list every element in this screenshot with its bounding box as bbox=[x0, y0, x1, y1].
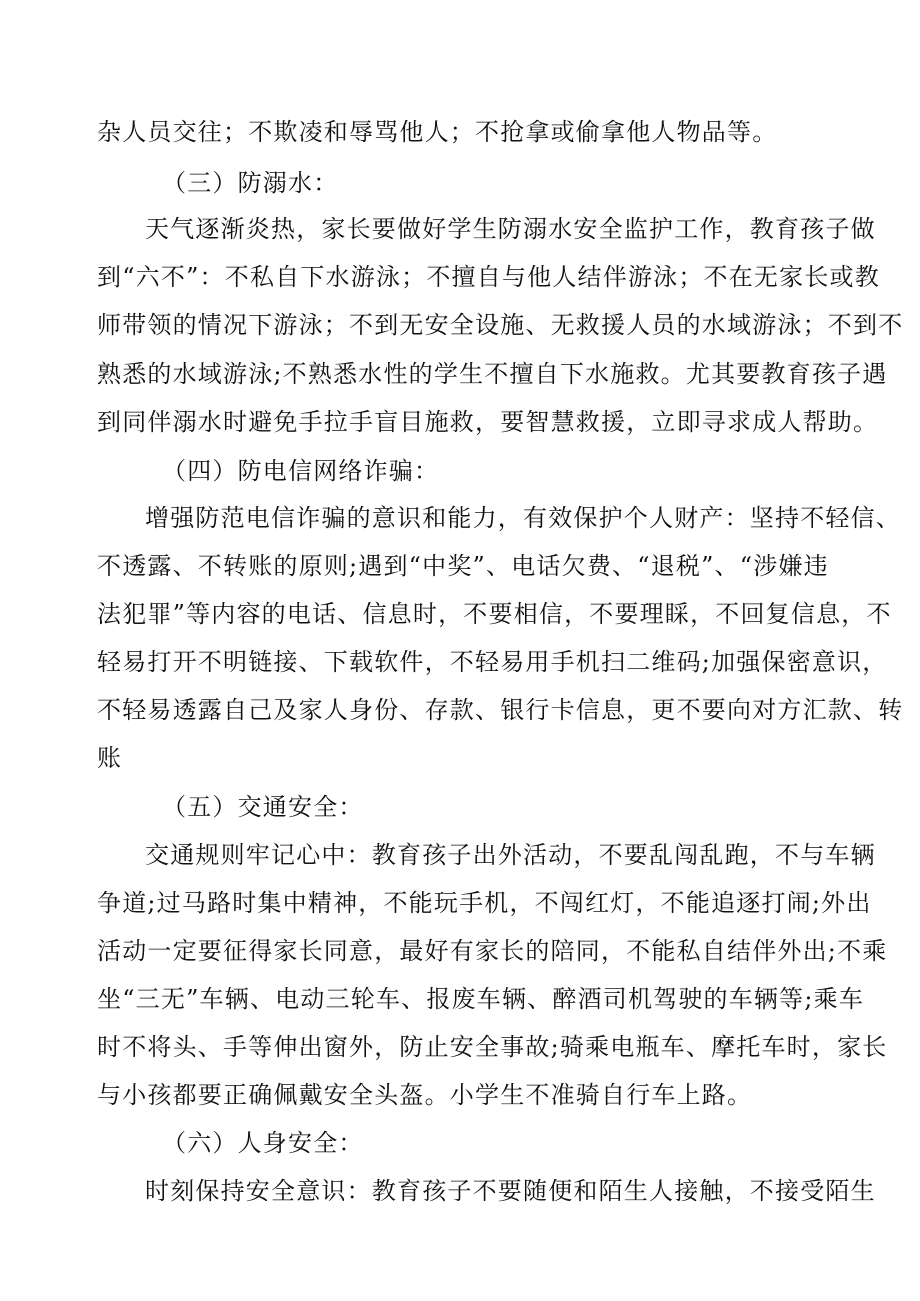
paragraph-line: 天气逐渐炎热，家长要做好学生防溺水安全监护工作，教育孩子做 bbox=[145, 215, 876, 243]
section-heading-personal-safety: （六）人身安全： bbox=[162, 1129, 364, 1157]
paragraph-line: 不透露、不转账的原则;遇到“中奖”、电话欠费、“退税”、“涉嫌违 bbox=[97, 552, 829, 580]
paragraph-line: 争道;过马路时集中精神，不能玩手机，不闯红灯，不能追逐打闹;外出 bbox=[97, 889, 872, 917]
paragraph-line: 增强防范电信诈骗的意识和能力，有效保护个人财产：坚持不轻信、 bbox=[145, 504, 901, 532]
section-heading-fraud: （四）防电信网络诈骗： bbox=[162, 457, 440, 485]
paragraph-line: 熟悉的水域游泳;不熟悉水性的学生不擅自下水施救。尤其要教育孩子遇 bbox=[97, 360, 888, 388]
paragraph-continuation: 杂人员交往；不欺凌和辱骂他人；不抢拿或偷拿他人物品等。 bbox=[97, 118, 778, 146]
paragraph-line: 不轻易透露自己及家人身份、存款、银行卡信息，更不要向对方汇款、转 bbox=[97, 696, 904, 724]
section-heading-drowning: （三）防溺水： bbox=[162, 169, 339, 197]
paragraph-line: 活动一定要征得家长同意，最好有家长的陪同，不能私自结伴外出;不乘 bbox=[97, 937, 888, 965]
paragraph-line: 到同伴溺水时避免手拉手盲目施救，要智慧救援，立即寻求成人帮助。 bbox=[97, 408, 879, 436]
paragraph-line: 与小孩都要正确佩戴安全头盔。小学生不准骑自行车上路。 bbox=[97, 1081, 753, 1109]
section-heading-traffic: （五）交通安全： bbox=[162, 793, 364, 821]
paragraph-line: 轻易打开不明链接、下载软件，不轻易用手机扫二维码;加强保密意识， bbox=[97, 648, 888, 676]
paragraph-line: 师带领的情况下游泳；不到无安全设施、无救援人员的水域游泳；不到不 bbox=[97, 311, 904, 339]
paragraph-line: 交通规则牢记心中：教育孩子出外活动，不要乱闯乱跑，不与车辆 bbox=[145, 841, 876, 869]
paragraph-line: 法犯罪”等内容的电话、信息时，不要相信，不要理睬，不回复信息，不 bbox=[97, 600, 892, 628]
paragraph-line: 到“六不”：不私自下水游泳；不擅自与他人结伴游泳；不在无家长或教 bbox=[97, 263, 880, 291]
paragraph-line: 坐“三无”车辆、电动三轮车、报废车辆、醉酒司机驾驶的车辆等;乘车 bbox=[97, 985, 865, 1013]
paragraph-line: 账 bbox=[97, 744, 123, 772]
paragraph-line: 时刻保持安全意识：教育孩子不要随便和陌生人接触，不接受陌生 bbox=[145, 1177, 876, 1205]
paragraph-line: 时不将头、手等伸出窗外，防止安全事故;骑乘电瓶车、摩托车时，家长 bbox=[97, 1033, 888, 1061]
